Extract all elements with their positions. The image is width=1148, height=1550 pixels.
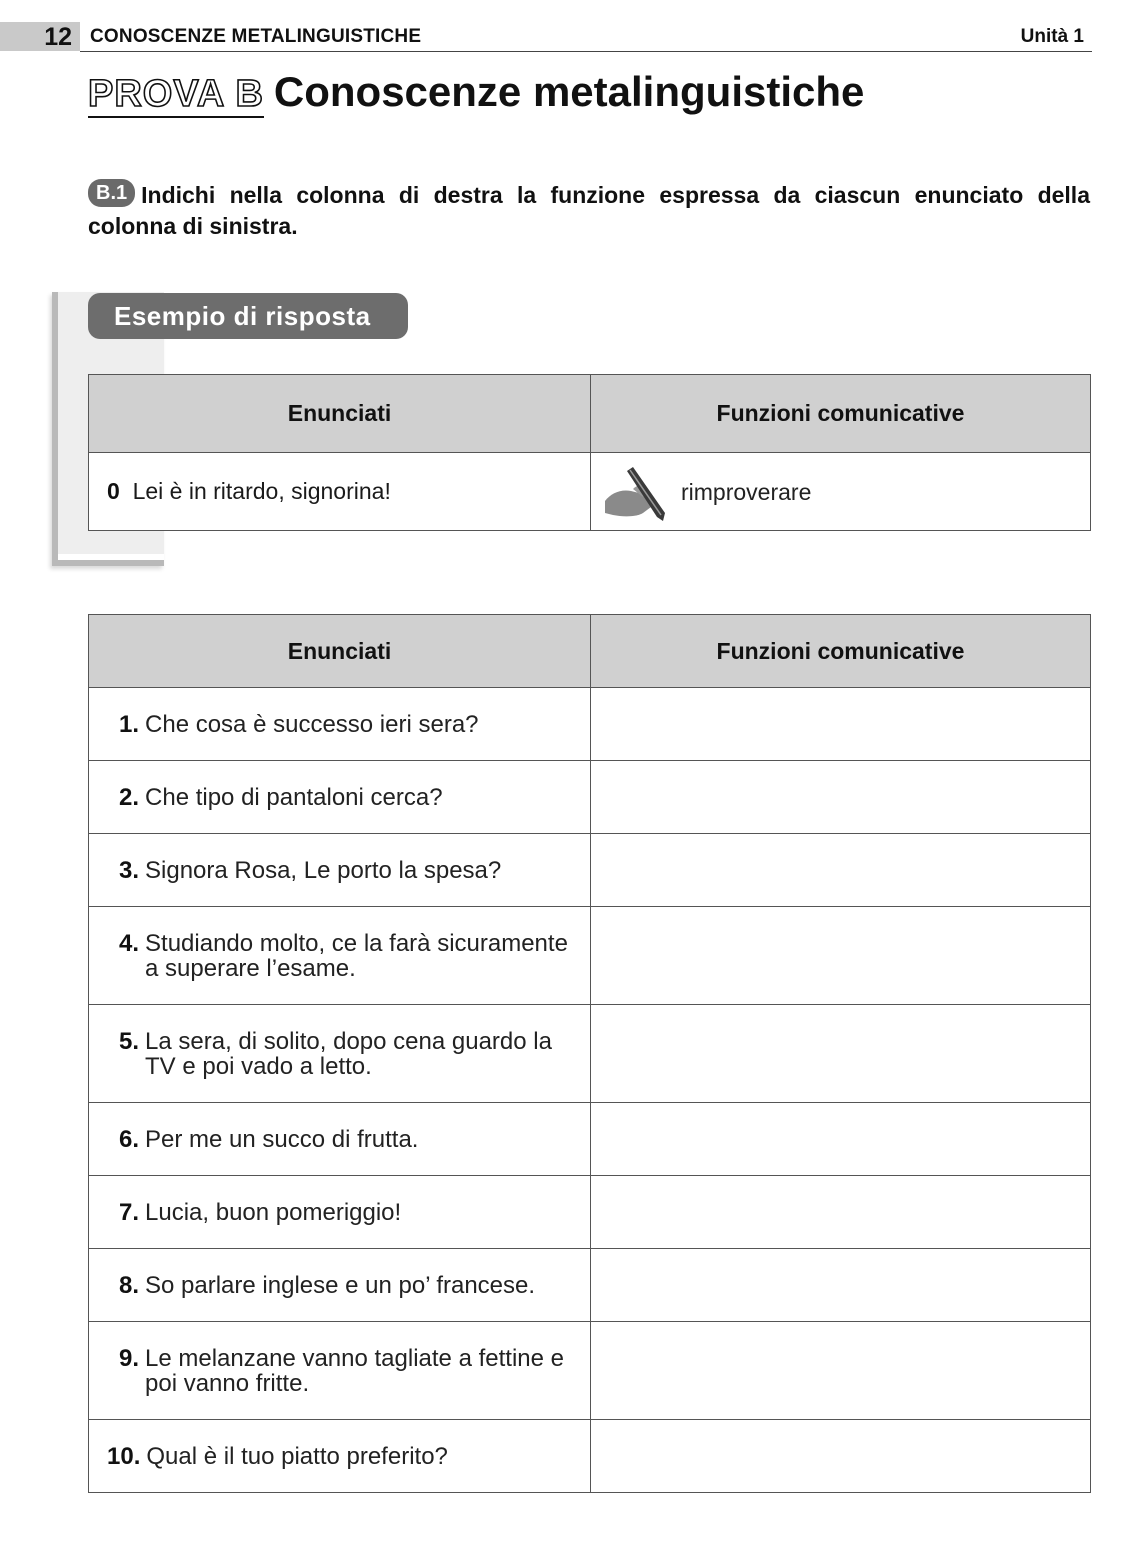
statement-text: Le melanzane vanno tagliate a fettine e poi vanno fritte. (145, 1344, 564, 1397)
example-statement: Lei è in ritardo, signorina! (132, 478, 391, 504)
statement-cell (89, 1322, 591, 1420)
exercise-instruction (88, 180, 1090, 242)
statement-text: Lucia, buon pomeriggio! (145, 1198, 402, 1226)
statement-text: Studiando molto, ce la farà sicuramente a superare l’esame. (145, 929, 568, 982)
running-header (0, 22, 1092, 52)
instruction-text: Indichi nella colonna di destra la funzione espressa da ciascun enunciato della colonna di sinistra. (88, 182, 1090, 239)
example-answer: rimproverare (681, 479, 812, 505)
table-row (89, 834, 1091, 907)
title-text: Conoscenze metalinguistiche (273, 68, 865, 115)
page-title (88, 70, 864, 130)
statement-text: Qual è il tuo piatto preferito? (146, 1442, 448, 1470)
answer-cell[interactable] (591, 1322, 1091, 1420)
table-row (89, 1249, 1091, 1322)
statement-text: Signora Rosa, Le porto la spesa? (145, 856, 502, 884)
statement-text: Che cosa è successo ieri sera? (145, 710, 479, 738)
section-title: CONOSCENZE METALINGUISTICHE (90, 26, 422, 47)
answer-cell[interactable] (591, 761, 1091, 834)
item-number: 3. (119, 856, 140, 884)
table-row (89, 1176, 1091, 1249)
statement-text: Che tipo di pantaloni cerca? (145, 783, 443, 811)
example-row (89, 453, 1091, 531)
statement-text: La sera, di solito, dopo cena guardo la TV e poi vado a letto. (145, 1027, 552, 1080)
example-header-row (89, 375, 1091, 453)
statement-cell (89, 1176, 591, 1249)
example-number: 0 (107, 478, 120, 504)
exercise-table (88, 614, 1091, 1493)
statement-cell (89, 761, 591, 834)
item-number: 6. (119, 1125, 140, 1153)
table-row (89, 907, 1091, 1005)
statement-cell (89, 1420, 591, 1493)
statement-cell (89, 834, 591, 907)
table-header-row (89, 615, 1091, 688)
item-number: 5. (119, 1027, 140, 1055)
item-number: 7. (119, 1198, 140, 1226)
statement-cell (89, 1005, 591, 1103)
answer-cell[interactable] (591, 688, 1091, 761)
item-number: 1. (119, 710, 140, 738)
table-row (89, 761, 1091, 834)
col-header-funzioni: Funzioni comunicative (591, 615, 1091, 688)
statement-cell (89, 1249, 591, 1322)
example-col-funzioni: Funzioni comunicative (591, 375, 1091, 453)
answer-cell[interactable] (591, 1176, 1091, 1249)
example-answer-cell (591, 453, 1091, 531)
example-pill: Esempio di risposta (88, 293, 408, 339)
page-number: 12 (0, 22, 80, 51)
header-rule (80, 51, 1092, 52)
answer-cell[interactable] (591, 1249, 1091, 1322)
example-statement-cell (89, 453, 591, 531)
item-number: 9. (119, 1344, 140, 1372)
item-number: 8. (119, 1271, 140, 1299)
item-number: 10. (107, 1442, 141, 1470)
item-number: 4. (119, 929, 140, 957)
answer-cell[interactable] (591, 907, 1091, 1005)
statement-text: Per me un succo di frutta. (145, 1125, 419, 1153)
col-header-enunciati: Enunciati (89, 615, 591, 688)
statement-text: So parlare inglese e un po’ francese. (145, 1271, 536, 1299)
prova-label: PROVA B (88, 72, 264, 118)
answer-cell[interactable] (591, 1005, 1091, 1103)
hand-writing-pencil-icon (603, 467, 669, 523)
example-col-enunciati: Enunciati (89, 375, 591, 453)
unit-label: Unità 1 (1020, 26, 1084, 47)
example-table (88, 374, 1091, 531)
table-row (89, 1420, 1091, 1493)
item-number: 2. (119, 783, 140, 811)
answer-cell[interactable] (591, 834, 1091, 907)
statement-cell (89, 688, 591, 761)
table-row (89, 688, 1091, 761)
table-row (89, 1005, 1091, 1103)
answer-cell[interactable] (591, 1420, 1091, 1493)
table-row (89, 1103, 1091, 1176)
answer-cell[interactable] (591, 1103, 1091, 1176)
statement-cell (89, 1103, 591, 1176)
exercise-badge: B.1 (88, 179, 135, 207)
table-row (89, 1322, 1091, 1420)
statement-cell (89, 907, 591, 1005)
